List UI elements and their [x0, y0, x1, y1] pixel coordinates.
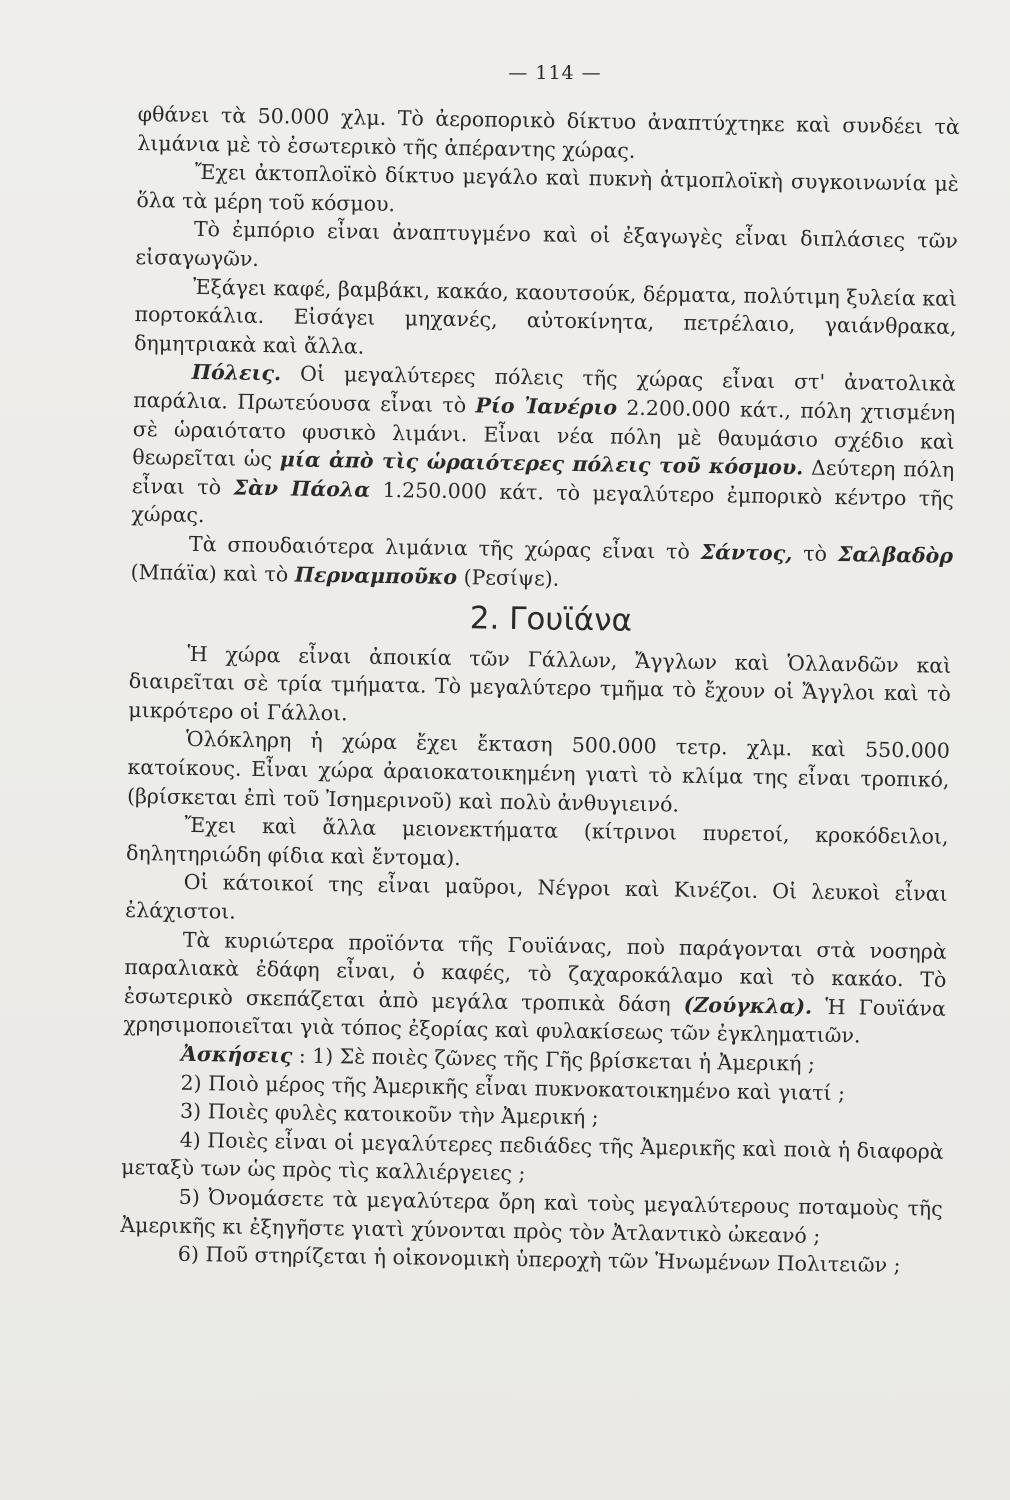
products-text-a: Τὰ κυριώτερα προϊόντα τῆς Γουϊάνας, ποὺ παράγονται στὰ νοσηρὰ παραλιακὰ ἐδάφη εἶναι, ὁ καφές, τὸ ζαχαροκάλαμο καὶ τὸ κακάο. Τὸ ἐσωτερικὸ σκεπάζεται ἀπὸ μεγάλα τροπικὰ δάση	[123, 927, 947, 1017]
intro-paragraph-1: φθάνει τὰ 50.000 χλμ. Τὸ ἀεροπορικὸ δίκτυο ἀναπτύχτηκε καὶ συνδέει τὰ λιμάνια μὲ τὸ ἐσωτερικὸ τῆς ἀπέραντης χώρας.	[137, 101, 960, 163]
cities-heading: Πόλεις.	[191, 360, 282, 386]
cities-text-c: Δεύτερη πόλη εἶναι τὸ	[131, 455, 955, 500]
intro-paragraph-4: Ἐξάγει καφέ, βαμβάκι, κακάο, καουτσούκ, δέρματα, πολύτιμη ξυλεία καὶ πορτοκάλια. Εἰσάγει μηχανές, αὐτοκίνητα, πετρέλαιο, γαιάνθρακα, δημητριακὰ καὶ ἄλλα.	[133, 274, 958, 359]
ports-text-a: Τὰ σπουδαιότερα λιμάνια τῆς χώρας εἶναι τὸ	[188, 531, 701, 564]
beautiful-city-phrase: μία ἀπὸ τὶς ὡραιότερες πόλεις τοῦ κόσμου.	[279, 447, 804, 480]
guiana-paragraph-4: Οἱ κάτοικοί της εἶναι μαῦροι, Νέγροι καὶ Κινέζοι. Οἱ λευκοὶ εἶναι ἐλάχιστοι.	[125, 870, 948, 924]
exercises-label: Ἀσκήσεις	[180, 1041, 293, 1068]
products-text-b: Ἡ Γουϊάνα χρησιμοποιεῖται γιὰ τόπος ἐξορίας καὶ φυλακίσεως τῶν ἐγκληματιῶν.	[123, 994, 947, 1048]
exercise-question-6: 6) Ποῦ στηρίζεται ἡ οἰκονομικὴ ὑπεροχὴ τῶν Ἡνωμένων Πολιτειῶν ;	[177, 1241, 901, 1278]
ports-text-c: (Μπάϊα) καὶ τὸ	[130, 559, 295, 587]
exercise-question-4: 4) Ποιὲς εἶναι οἱ μεγαλύτερες πεδιάδες τῆς Ἀμερικῆς καὶ ποιὰ ἡ διαφορὰ μεταξὺ των ὡς πρὸς τὶς καλλιέργειες ;	[121, 1127, 944, 1186]
port-pernambuco: Περναμποῦκο	[294, 562, 458, 589]
page-number: — 114 —	[508, 62, 602, 84]
guiana-paragraph-2: Ὁλόκληρη ἡ χώρα ἔχει ἔκταση 500.000 τετρ. χλμ. καὶ 550.000 κατοίκους. Εἶναι χώρα ἀραιοκατοικημένη γιατὶ τὸ κλίμα της εἶναι τροπικό, (βρίσκεται ἐπὶ τοῦ Ἰσημερινοῦ) καὶ πολὺ ἀνθυγιεινό.	[126, 727, 951, 817]
cities-text-b: 2.200.000 κάτ., πόλη χτισμένη σὲ ὡραιότατο φυσικὸ λιμάνι. Εἶναι νέα πόλη μὲ θαυμάσιο σχέδιο καὶ θεωρεῖται ὡς	[132, 395, 956, 472]
cities-text-a: Οἱ μεγαλύτερες πόλεις τῆς χώρας εἶναι στ' ἀνατολικὰ παράλια. Πρωτεύουσα εἶναι τὸ	[133, 361, 956, 418]
port-santos: Σάντος,	[700, 539, 793, 566]
ports-text-b: τὸ	[792, 541, 839, 566]
intro-paragraph-3: Τὸ ἐμπόριο εἶναι ἀναπτυγμένο καὶ οἱ ἐξαγωγὲς εἶναι διπλάσιες τῶν εἰσαγωγῶν.	[135, 217, 959, 271]
page-body	[120, 100, 960, 1281]
port-salvador: Σαλβαδὸρ	[837, 541, 954, 568]
exercise-question-2: 2) Ποιὸ μέρος τῆς Ἀμερικῆς εἶναι πυκνοκατοικημένο καὶ γιατί ;	[180, 1070, 846, 1105]
guiana-paragraph-1: Ἡ χώρα εἶναι ἀποικία τῶν Γάλλων, Ἄγγλων καὶ Ὁλλανδῶν καὶ διαιρεῖται σὲ τρία τμήματα. Τὸ μεγαλύτερο τμῆμα τὸ ἔχουν οἱ Ἄγγλοι καὶ τὸ μικρότερο οἱ Γάλλοι.	[128, 641, 952, 726]
exercise-question-5: 5) Ὀνομάσετε τὰ μεγαλύτερα ὄρη καὶ τοὺς μεγαλύτερους ποταμοὺς τῆς Ἀμερικῆς κι ἐξηγῆστε γιατὶ χύνονται πρὸς τὸν Ἀτλαντικὸ ὠκεανό ;	[120, 1184, 943, 1248]
exercise-question-3: 3) Ποιὲς φυλὲς κατοικοῦν τὴν Ἀμερική ;	[179, 1098, 599, 1130]
city-rio: Ρίο Ἰανέριο	[475, 393, 618, 420]
intro-paragraph-2: Ἔχει ἀκτοπλοϊκὸ δίκτυο μεγάλο καὶ πυκνὴ ἀτμοπλοϊκὴ συγκοινωνία μὲ ὅλα τὰ μέρη τοῦ κόσμου.	[136, 160, 959, 216]
city-sao-paulo: Σὰν Πάολα	[233, 475, 371, 502]
exercise-question-1-text: : 1) Σὲ ποιὲς ζῶνες τῆς Γῆς βρίσκεται ἡ Ἀμερική ;	[292, 1043, 816, 1076]
guiana-paragraph-5	[123, 925, 947, 1052]
jungle-term: (Ζούγκλα).	[683, 992, 813, 1019]
ports-text-d: (Ρεσίψε).	[456, 564, 560, 591]
guiana-paragraph-3: Ἔχει καὶ ἄλλα μειονεκτήματα (κίτρινοι πυρετοί, κροκόδειλοι, δηλητηριώδη φίδια καὶ ἔντομα).	[125, 813, 949, 871]
cities-text-d: 1.250.000 κάτ. τὸ μεγαλύτερο ἐμπορικὸ κέντρο τῆς χώρας.	[131, 477, 955, 528]
cities-paragraph	[131, 357, 956, 541]
ports-paragraph	[130, 529, 953, 599]
section-heading: 2. Γουϊάνα	[469, 600, 633, 639]
